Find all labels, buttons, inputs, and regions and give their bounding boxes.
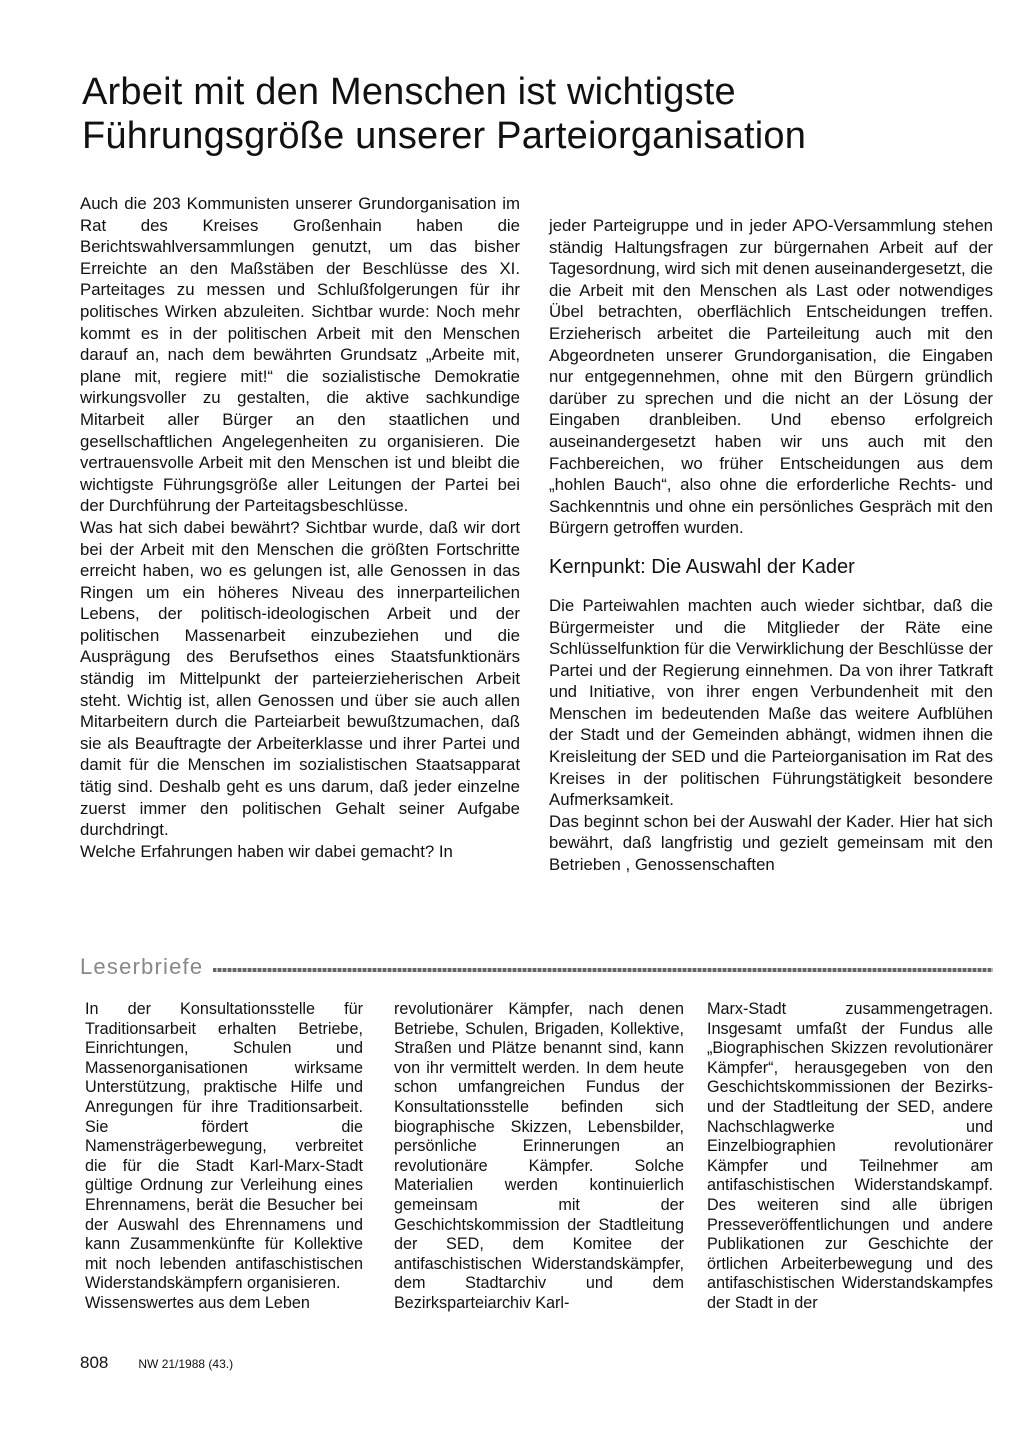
article-paragraph: Welche Erfahrungen haben wir dabei gemacht? In — [80, 841, 453, 861]
letters-column-2 — [394, 1000, 684, 1314]
letters-paragraph: Marx-Stadt zusammengetragen. Insgesamt umfaßt der Fundus alle „Biographischen Skizzen revolutionärer Kämpfer“, herausgegeben von den Geschichtskommissionen der Bezirks- und der Stadtleitung der SED, andere Nachschlagwerke und Einzelbiographien revolutionärer Kämpfer und Teilnehmer am antifaschistischen Widerstandskampf. Des weiteren sind alle übrigen Presseveröffentlichungen und andere Publikationen zur Geschichte der örtlichen Arbeiterbewegung und des antifaschistischen Widerstandskampfes der Stadt in der — [707, 1000, 993, 1312]
headline-line-1: Arbeit mit den Menschen ist wichtigste — [82, 71, 736, 113]
page-number: 808 — [80, 1353, 109, 1372]
letters-paragraph: revolutionärer Kämpfer, nach denen Betriebe, Schulen, Brigaden, Kollektive, Straßen und Plätze benannt sind, kann von ihr vermittelt werden. In dem heute schon umfangreichen Fundus der Konsultationsstelle befinden sich biographische Skizzen, Lebensbilder, persönliche Erinnerungen an revolutionäre Kämpfer. Solche Materialien werden kontinuierlich gemeinsam mit der Geschichtskommission der Stadtleitung der SED, dem Komitee der antifaschistischen Widerstandskämpfer, dem Stadtarchiv und dem Bezirksparteiarchiv Karl- — [394, 1000, 684, 1312]
section-label: Leserbriefe — [80, 954, 204, 979]
letters-paragraph: In der Konsultationsstelle für Traditionsarbeit erhalten Betriebe, Einrichtungen, Schulen und Massenorganisationen wirksame Unterstützung, praktische Hilfe und Anregungen für ihre Traditionsarbeit. Sie fördert die Namensträgerbewegung, verbreitet die für die Stadt Karl-Marx-Stadt gültige Ordnung zur Verleihung eines Ehrennamens, berät die Besucher bei der Auswahl des Ehrennamens und kann Zusammenkünfte für Kollektive mit noch lebenden antifaschistischen Widerstandskämpfern organisieren. — [85, 1000, 363, 1293]
article-paragraph: jeder Parteigruppe und in jeder APO-Versammlung stehen ständig Haltungsfragen zur bürgernahen Arbeit auf der Tagesordnung, wird sich mit denen auseinandergesetzt, die die Arbeit mit den Menschen als Last oder notwendiges Übel betrachten, oberflächlich Entscheidungen treffen. Erzieherisch arbeitet die Parteileitung auch mit den Abgeordneten unserer Grundorganisation, die Eingaben nur entgegennehmen, ohne mit den Bürgern gründlich darüber zu sprechen und die nicht an der Lösung der Eingaben dranbleiben. Und ebenso erfolgreich auseinandergesetzt haben wir uns auch mit den Fachbereichen, wo früher Entscheidungen aus dem „hohlen Bauch“, also ohne die erforderliche Rechts- und Sachkenntnis und ohne ein persönliches Gespräch mit den Bürgern getroffen wurden. — [549, 216, 993, 538]
section-header-leserbriefe — [80, 953, 993, 981]
article-paragraph: Was hat sich dabei bewährt? Sichtbar wurde, daß wir dort bei der Arbeit mit den Menschen die größten Fortschritte erreicht haben, wo es gelungen ist, alle Genossen in das Ringen um ein höheres Niveau des innerparteilichen Lebens, der politisch-ideologischen Arbeit und der politischen Massenarbeit einzubeziehen und die Ausprägung des Berufsethos eines Staatsfunktionärs ständig im Mittelpunkt der parteierzieherischen Arbeit steht. Wichtig ist, allen Genossen und über sie auch allen Mitarbeitern durch die Parteiarbeit bewußtzumachen, daß sie als Beauftragte der Arbeiterklasse und ihrer Partei und damit für die Menschen im sozialistischen Staatsapparat tätig sind. Deshalb geht es uns darum, daß jeder einzelne zuerst immer den politischen Gehalt seiner Aufgabe durchdringt. — [80, 517, 520, 840]
article-column-left — [80, 193, 520, 862]
headline-line-2: Führungsgröße unserer Parteiorganisation — [82, 115, 807, 157]
issue-reference: NW 21/1988 (43.) — [138, 1357, 234, 1371]
letters-paragraph: Wissenswertes aus dem Leben — [85, 1293, 310, 1312]
article-paragraph: Das beginnt schon bei der Auswahl der Kader. Hier hat sich bewährt, daß langfristig und gezielt gemeinsam mit den Betrieben , Genossenschaften — [549, 811, 993, 875]
letters-column-3 — [707, 1000, 993, 1314]
headline — [82, 70, 982, 158]
section-divider — [213, 968, 993, 972]
letters-column-1 — [85, 1000, 363, 1314]
article-paragraph: Auch die 203 Kommunisten unserer Grundorganisation im Rat des Kreises Großenhain haben die Berichtswahlversammlungen genutzt, um das bisher Erreichte an den Maßstäben der Beschlüsse des XI. Parteitages zu messen und Schlußfolgerungen für ihr politisches Wirken abzuleiten. Sichtbar wurde: Noch mehr kommt es in der politischen Arbeit mit den Menschen darauf an, nach dem bewährten Grundsatz „Arbeite mit, plane mit, regiere mit!“ die sozialistische Demokratie wirkungsvoller zu gestalten, die aktive sachkundige Mitarbeit aller Bürger an den staatlichen und gesellschaftlichen Angelegenheiten zu organisieren. Die vertrauensvolle Arbeit mit den Menschen ist und bleibt die wichtigste Führungsgröße aller Leitungen der Partei bei der Durchführung der Parteitagsbeschlüsse. — [80, 194, 520, 516]
page-footer — [80, 1353, 233, 1373]
article-subheading: Kernpunkt: Die Auswahl der Kader — [549, 555, 855, 578]
article-column-right — [549, 215, 993, 876]
article-paragraph: Die Parteiwahlen machten auch wieder sichtbar, daß die Bürgermeister und die Mitglieder der Räte eine Schlüsselfunktion für die Verwirklichung der Beschlüsse der Partei und der Regierung einnehmen. Da von ihrer Tatkraft und Initiative, von ihrer engen Verbundenheit mit den Menschen im bedeutenden Maße das weitere Aufblühen der Stadt und der Gemeinden abhängt, widmen ihnen die Kreisleitung der SED und die Parteiorganisation im Rat des Kreises in der politischen Führungstätigkeit besondere Aufmerksamkeit. — [549, 595, 993, 810]
